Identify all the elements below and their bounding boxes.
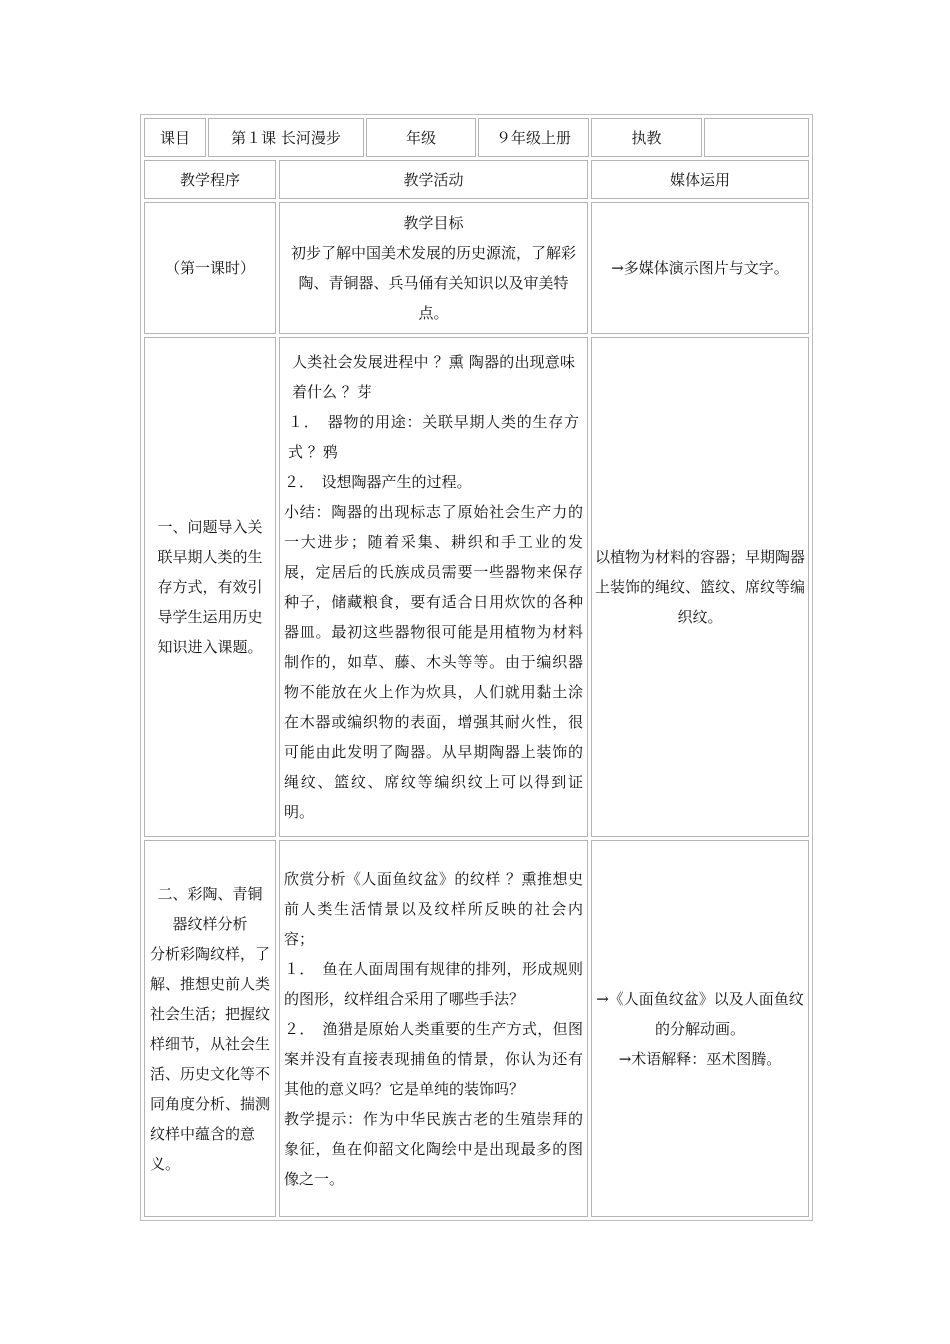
row1-activity-text: 初步了解中国美术发展的历史源流，了解彩陶、青铜器、兵马俑有关知识以及审美特点。 xyxy=(290,244,576,322)
row1-activity-cell xyxy=(279,202,588,334)
row3-activity-line-3: ２． 渔猎是原始人类重要的生产方式，但图案并没有直接表现捕鱼的情景，你认为还有其他的意义吗？它是单纯的装饰吗？ xyxy=(284,1019,583,1098)
row3-media-cell xyxy=(591,840,809,1217)
row2-activity-line-2: １． 器物的用途：关联早期人类的生存方式 ？鸦 xyxy=(288,413,579,461)
teacher-value-cell xyxy=(704,118,809,157)
teacher-label-cell xyxy=(591,118,702,157)
lesson-title: 第１课 长河漫步 xyxy=(231,128,341,147)
row3-activity-line-2: １． 鱼在人面周围有规律的排列，形成规则的图形，纹样组合采用了哪些手法？ xyxy=(284,959,583,1008)
row2-activity-line-1: 人类社会发展进程中 ？熏 陶器的出现意味着什么 ？芽 xyxy=(292,353,575,401)
row2-activity-cell xyxy=(279,337,588,837)
row2-procedure-cell xyxy=(144,337,276,837)
grade-value-cell xyxy=(478,118,589,157)
grade-label: 年级 xyxy=(405,128,436,147)
row1-activity-title: 教学目标 xyxy=(403,214,464,232)
row2-activity-line-3: ２． 设想陶器产生的过程。 xyxy=(284,473,472,491)
media-header-cell xyxy=(591,160,809,199)
row3-media-line-1: →《人面鱼纹盆》以及人面鱼纹的分解动画。 xyxy=(596,989,804,1038)
row2-media-text: 以植物为材料的容器；早期陶器上装饰的绳纹、篮纹、席纹等编织纹。 xyxy=(595,548,806,626)
row3-procedure-text: 分析彩陶纹样，了解、推想史前人类社会生活；把握纹样细节，从社会生活、历史文化等不同角度分析、揣测纹样中蕴含的意义。 xyxy=(150,944,271,1173)
activity-header-cell xyxy=(279,160,588,199)
activity-header: 教学活动 xyxy=(403,170,464,189)
subject-label-cell xyxy=(144,118,206,157)
procedure-header: 教学程序 xyxy=(179,170,240,189)
row1-procedure-cell xyxy=(144,202,276,334)
row3-activity-hint: 教学提示：作为中华民族古老的生殖崇拜的象征，鱼在仰韶文化陶绘中是出现最多的图像之一。 xyxy=(284,1109,583,1188)
row1-media-text: →多媒体演示图片与文字。 xyxy=(611,259,789,277)
row3-procedure-title: 二、彩陶、青铜器纹样分析 xyxy=(157,884,263,933)
grade-label-cell xyxy=(366,118,476,157)
row3-activity-cell xyxy=(279,840,588,1217)
subject-label: 课目 xyxy=(159,128,190,147)
lesson-title-cell xyxy=(208,118,364,157)
grade-value: ９年级上册 xyxy=(495,128,571,147)
procedure-header-cell xyxy=(144,160,276,199)
row2-activity-summary: 小结：陶器的出现标志了原始社会生产力的一大进步；随着采集、耕织和手工业的发展，定居后的氏族成员需要一些器物来保存种子，储藏粮食，要有适合日用炊饮的各种器皿。最初这些器物很可能是用植物为材料制作的，如草、藤、木头等等。由于编织器物不能放在火上作为炊具，人们就用黏土涂在木器或编织物的表面，增强其耐火性，很可能由此发明了陶器。从早期陶器上装饰的绳纹、篮纹、席纹等编织纹上可以得到证明。 xyxy=(284,503,583,821)
row2-media-cell xyxy=(591,337,809,837)
row2-procedure-text: 一、问题导入关联早期人类的生存方式，有效引导学生运用历史知识进入课题。 xyxy=(157,518,263,656)
row3-activity-line-1: 欣赏分析《人面鱼纹盆》的纹样 ？熏推想史前人类生活情景以及纹样所反映的社会内容； xyxy=(284,869,583,948)
media-header: 媒体运用 xyxy=(669,170,730,189)
row1-media-cell xyxy=(591,202,809,334)
row1-procedure-text: （第一课时） xyxy=(164,259,255,277)
row3-media-line-2: →术语解释：巫术图腾。 xyxy=(618,1049,782,1068)
row3-procedure-cell xyxy=(144,840,276,1217)
teacher-label: 执教 xyxy=(631,128,662,147)
